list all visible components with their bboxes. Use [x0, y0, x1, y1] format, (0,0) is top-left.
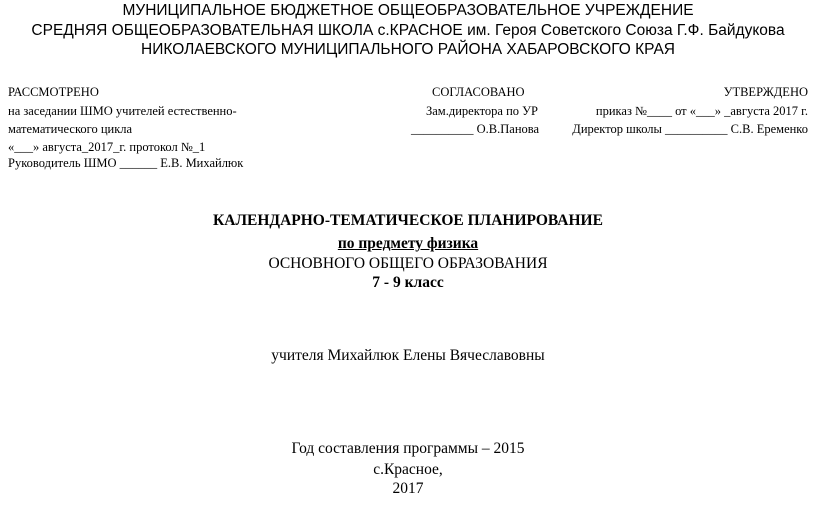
agreed-line-1: Зам.директора по УР [426, 104, 538, 118]
reviewed-line-3: «___» августа_2017_г. протокол №_1 [8, 140, 206, 154]
compile-year-line: Год составления программы – 2015 [291, 440, 525, 457]
reviewed-title: РАССМОТРЕНО [8, 85, 99, 99]
plan-grade: 7 - 9 класс [372, 274, 444, 291]
reviewed-line-4: Руководитель ШМО ______ Е.В. Михайлюк [8, 156, 244, 170]
plan-title: КАЛЕНДАРНО-ТЕМАТИЧЕСКОЕ ПЛАНИРОВАНИЕ [213, 212, 603, 229]
reviewed-line-1: на заседании ШМО учителей естественно- [8, 104, 237, 118]
year-line: 2017 [392, 480, 424, 497]
approved-line-2: Директор школы __________ С.В. Еременко [572, 122, 808, 136]
agreed-line-2: __________ О.В.Панова [411, 122, 540, 136]
agreed-title: СОГЛАСОВАНО [432, 85, 525, 99]
school-header-line-3: НИКОЛАЕВСКОГО МУНИЦИПАЛЬНОГО РАЙОНА ХАБАРОВСКОГО КРАЯ [141, 41, 675, 58]
plan-subject: по предмету физика [337, 235, 479, 252]
teacher-name: учителя Михайлюк Елены Вячеславовны [271, 347, 545, 364]
plan-level: ОСНОВНОГО ОБЩЕГО ОБРАЗОВАНИЯ [268, 255, 548, 272]
approved-title: УТВЕРЖДЕНО [723, 85, 808, 99]
place-line: с.Красное, [373, 461, 443, 478]
school-header-line-1: МУНИЦИПАЛЬНОЕ БЮДЖЕТНОЕ ОБЩЕОБРАЗОВАТЕЛЬНОЕ УЧРЕЖДЕНИЕ [122, 2, 694, 19]
school-header-line-2: СРЕДНЯЯ ОБЩЕОБРАЗОВАТЕЛЬНАЯ ШКОЛА с.КРАСНОЕ им. Героя Советского Союза Г.Ф. Байдукова [31, 22, 785, 39]
reviewed-line-2: математического цикла [8, 122, 133, 136]
approved-line-1: приказ №____ от «___» _августа 2017 г. [595, 104, 808, 118]
